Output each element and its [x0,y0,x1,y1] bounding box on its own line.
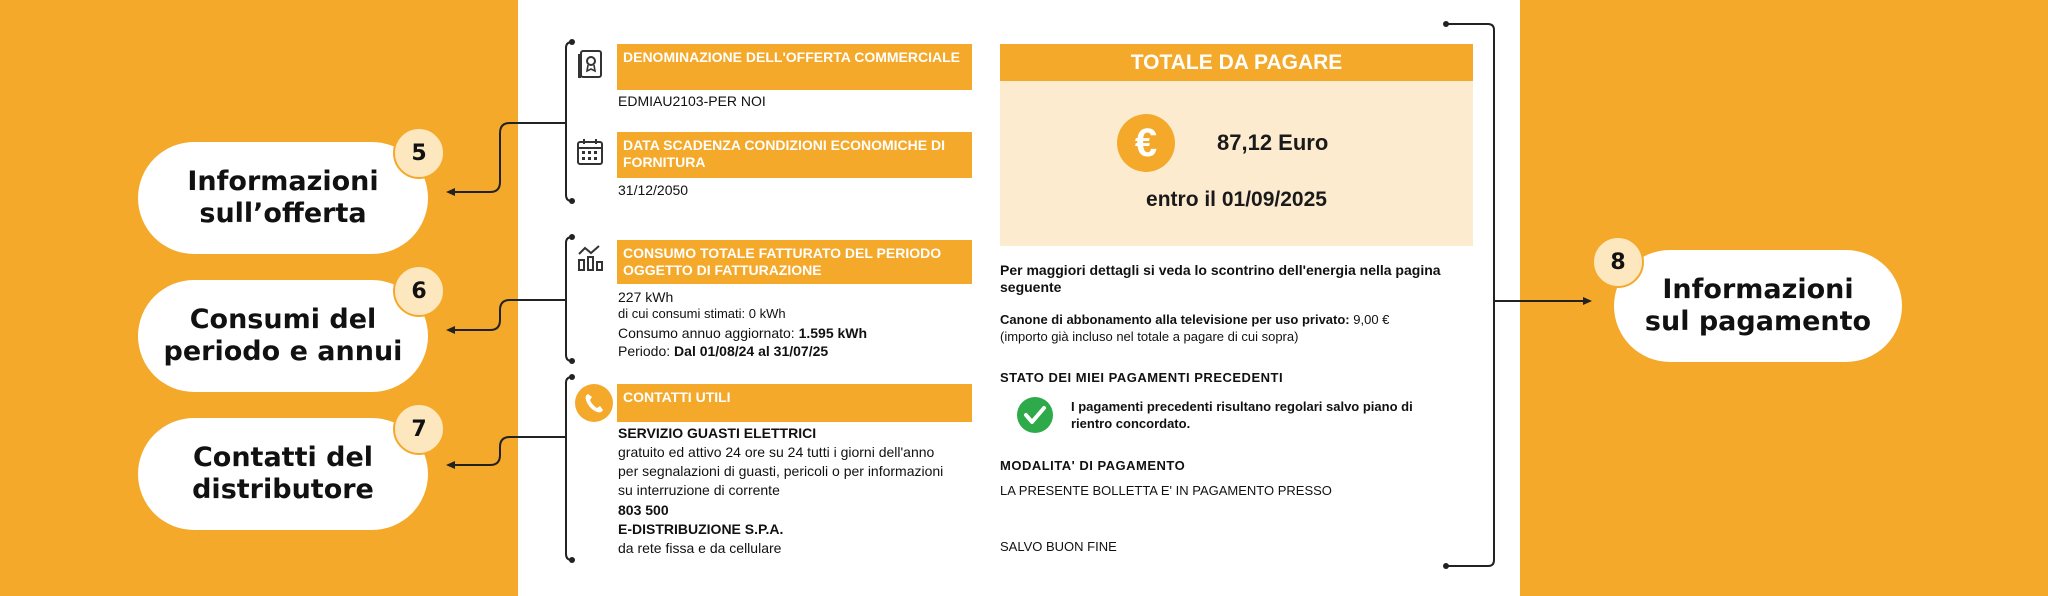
consumption-period [618,342,828,361]
phone-icon [574,383,614,428]
contacts-service-line: su interruzione di corrente [618,482,780,498]
total-panel [1000,81,1473,246]
contacts-header: CONTATTI UTILI [617,384,972,422]
contacts-service-line: per segnalazioni di guasti, pericoli o per informazioni [618,463,944,479]
consumption-annual [618,324,867,343]
contacts-service-title: SERVIZIO GUASTI ELETTRICI [618,425,817,441]
consumption-period-value: Dal 01/08/24 al 31/07/25 [674,343,829,359]
callout-payment-info [1614,250,1902,362]
payment-status-line: I pagamenti precedenti risultano regolari salvo piano di [1071,399,1413,414]
callout-number-badge: 8 [1592,236,1644,288]
consumption-annual-value: 1.595 kWh [798,325,868,341]
consumption-period-label: Periodo: [618,343,675,359]
consumption-annual-label: Consumo annuo aggiornato: [618,325,799,341]
total-amount: 87,12 Euro [1217,130,1329,155]
contacts-phone: 803 500 [618,502,669,518]
calendar-icon [577,138,603,171]
contacts-note: da rete fissa e da cellulare [618,540,782,556]
payment-mode-header: MODALITA' DI PAGAMENTO [1000,458,1186,473]
callout-label-line2: sull’offerta [199,198,367,229]
callout-consumption-info [138,280,428,392]
payment-status-line: rientro concordato. [1071,416,1191,431]
payment-mode-note: SALVO BUON FINE [1000,539,1117,554]
tv-fee-value: 9,00 € [1353,312,1390,327]
payment-status-header: STATO DEI MIEI PAGAMENTI PRECEDENTI [1000,370,1284,385]
callout-offer-info [138,142,428,254]
callout-label-line1: Informazioni [1662,274,1854,305]
details-line: seguente [1000,279,1062,295]
contacts-company: E-DISTRIBUZIONE S.P.A. [618,521,784,537]
contacts-service-line: gratuito ed attivo 24 ore su 24 tutti i giorni dell'anno [618,444,935,460]
consumption-chart-icon [577,244,605,277]
callout-label-line2: sul pagamento [1644,306,1872,337]
callout-label-line2: periodo e annui [163,336,403,367]
callout-label-line2: distributore [192,474,374,505]
total-due-date: entro il 01/09/2025 [1146,188,1327,211]
callout-distributor-contacts [138,418,428,530]
tv-fee-note: (importo già incluso nel totale a pagare di cui sopra) [1000,329,1299,344]
check-icon [1016,396,1054,439]
callout-number-badge: 5 [393,127,445,179]
callout-number-badge: 6 [393,265,445,317]
euro-icon: € [1117,114,1175,172]
callout-label-line1: Consumi del [189,304,377,335]
tv-fee-label: Canone di abbonamento alla televisione per uso privato: [1000,312,1350,327]
total-header: TOTALE DA PAGARE [1000,44,1473,81]
callout-label-line1: Informazioni [187,166,379,197]
callout-number-badge: 7 [393,403,445,455]
consumption-total: 227 kWh [618,289,674,305]
offer-expiry-header: DATA SCADENZA CONDIZIONI ECONOMICHE DI FORNITURA [617,132,972,178]
payment-mode-value: LA PRESENTE BOLLETTA E' IN PAGAMENTO PRESSO [1000,483,1332,498]
details-line: Per maggiori dettagli si veda lo scontrino dell'energia nella pagina [1000,262,1441,278]
offer-name-header: DENOMINAZIONE DELL'OFFERTA COMMERCIALE [617,44,972,90]
offer-expiry-value: 31/12/2050 [618,182,689,198]
consumption-estimated: di cui consumi stimati: 0 kWh [618,306,786,321]
consumption-header: CONSUMO TOTALE FATTURATO DEL PERIODO OGGETTO DI FATTURAZIONE [617,240,972,284]
offer-name-value: EDMIAU2103-PER NOI [618,93,766,109]
callout-label-line1: Contatti del [192,442,374,473]
contract-icon [577,50,603,85]
